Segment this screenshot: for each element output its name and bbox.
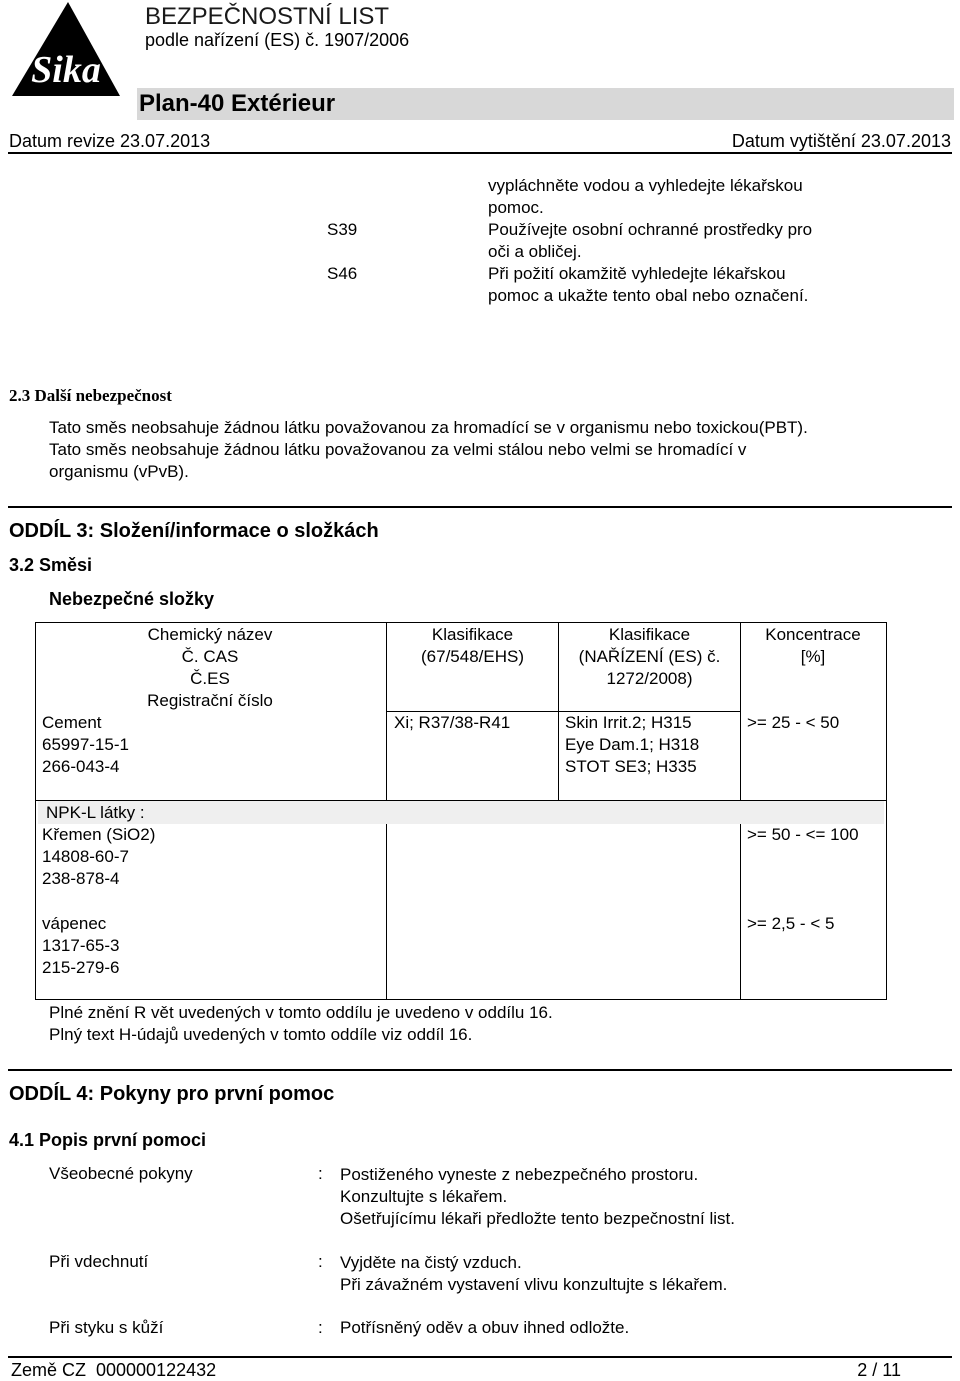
section-4-1-heading: 4.1 Popis první pomoci [9, 1130, 207, 1150]
vpvb-statement-line2: organismu (vPvB). [49, 462, 189, 481]
footer-country-code: Země CZ 000000122432 [11, 1360, 217, 1380]
general-advice-label: Všeobecné pokyny [49, 1164, 193, 1183]
r-phrases-note: Plné znění R vět uvedených v tomto oddílu je uvedeno v oddílu 16. [49, 1003, 553, 1022]
section-3-rule [8, 506, 952, 508]
page-number: 2 / 11 [857, 1360, 901, 1380]
s46-code: S46 [327, 264, 358, 283]
hazardous-components-heading: Nebezpečné složky [49, 589, 215, 609]
cement-concentration: >= 25 - < 50 [747, 713, 840, 732]
logo-text: Sika [31, 49, 101, 91]
skin-contact-colon: : [318, 1318, 323, 1337]
col-header-name: Chemický název Č. CAS Č.ES Registrační číslo [147, 625, 273, 710]
npk-row-shade [38, 801, 884, 824]
general-advice-text: Postiženého vyneste z nebezpečného prostoru. Konzultujte s lékařem. Ošetřujícímu lékaři předložte tento bezpečnostní list. [340, 1165, 735, 1228]
s-phrase-prev-line2: pomoc. [488, 198, 544, 217]
sika-logo [10, 0, 122, 98]
quartz-identity: Křemen (SiO2) 14808-60-7 238-878-4 [42, 825, 156, 888]
regulation-subtitle: podle nařízení (ES) č. 1907/2006 [145, 30, 410, 50]
skin-contact-label: Při styku s kůží [49, 1318, 164, 1337]
h-statements-note: Plný text H-údajů uvedených v tomto oddíle viz oddíl 16. [49, 1025, 473, 1044]
header-rule [8, 152, 952, 154]
s39-text-line1: Používejte osobní ochranné prostředky pro [488, 220, 813, 239]
quartz-concentration: >= 50 - <= 100 [747, 825, 859, 844]
section-3-heading: ODDÍL 3: Složení/informace o složkách [9, 520, 379, 542]
skin-contact-text: Potřísněný oděv a obuv ihned odložte. [340, 1318, 630, 1337]
s-phrase-prev-line1: vypláchněte vodou a vyhledejte lékařskou [488, 176, 803, 195]
footer-rule [8, 1356, 952, 1358]
vpvb-statement-line1: Tato směs neobsahuje žádnou látku považovanou za velmi stálou nebo velmi se hromadící v [49, 440, 747, 459]
s46-text-line1: Při požití okamžitě vyhledejte lékařskou [488, 264, 786, 283]
s46-text-line2: pomoc a ukažte tento obal nebo označení. [488, 286, 809, 305]
product-name: Plan-40 Extérieur [139, 90, 336, 117]
document-title: BEZPEČNOSTNÍ LIST [145, 3, 390, 30]
section-4-rule [8, 1069, 952, 1071]
inhalation-text: Vyjděte na čistý vzduch. Při závažném vystavení vlivu konzultujte s lékařem. [340, 1253, 728, 1294]
section-2-3-heading: 2.3 Další nebezpečnost [9, 386, 172, 405]
limestone-concentration: >= 2,5 - < 5 [747, 914, 835, 933]
limestone-identity: vápenec 1317-65-3 215-279-6 [42, 914, 120, 977]
cement-identity: Cement 65997-15-1 266-043-4 [42, 713, 129, 776]
col-header-klas1272: Klasifikace (NAŘÍZENÍ (ES) č. 1272/2008) [578, 625, 721, 688]
npk-label: NPK-L látky : [46, 803, 145, 822]
s39-code: S39 [327, 220, 358, 239]
cement-klas1272: Skin Irrit.2; H315 Eye Dam.1; H318 STOT SE3; H335 [565, 713, 700, 776]
col-header-klas67: Klasifikace (67/548/EHS) [421, 625, 524, 666]
print-date: Datum vytištění 23.07.2013 [731, 131, 951, 151]
cement-klas67: Xi; R37/38-R41 [394, 713, 511, 732]
inhalation-colon: : [318, 1252, 323, 1271]
general-advice-colon: : [318, 1164, 323, 1183]
col-header-concentration: Koncentrace [%] [765, 625, 861, 666]
section-4-heading: ODDÍL 4: Pokyny pro první pomoc [9, 1083, 335, 1105]
inhalation-label: Při vdechnutí [49, 1252, 149, 1271]
pbt-statement: Tato směs neobsahuje žádnou látku považovanou za hromadící se v organismu nebo toxickou(PBT). [49, 418, 808, 437]
revision-date: Datum revize 23.07.2013 [9, 131, 211, 151]
section-3-2-heading: 3.2 Směsi [9, 555, 93, 575]
s39-text-line2: oči a obličej. [488, 242, 582, 261]
